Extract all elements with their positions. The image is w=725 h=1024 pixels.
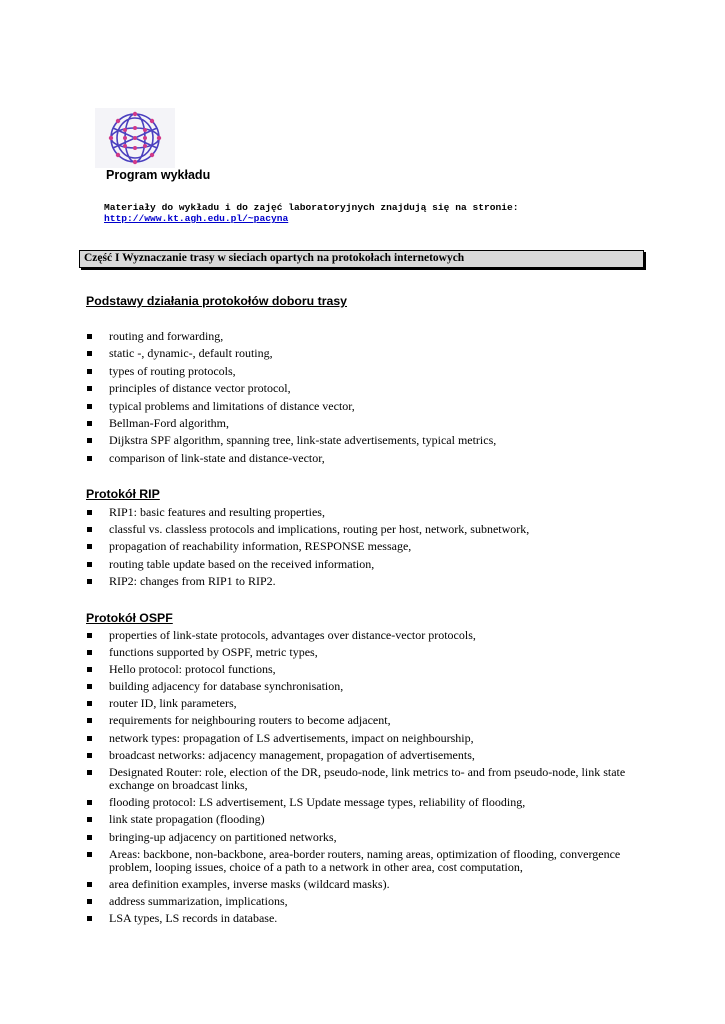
materials-text: Materiały do wykładu i do zajęć laboratoryjnych znajdują się na stronie:: [104, 202, 519, 213]
list-item: Areas: backbone, non-backbone, area-border routers, naming areas, optimization of flooding, convergence problem, looping issues, choice of a path to a network in other area, cost computation,: [86, 848, 646, 875]
list-item: address summarization, implications,: [86, 895, 646, 909]
list-item: broadcast networks: adjacency management, propagation of advertisements,: [86, 749, 646, 763]
list-item: static -, dynamic-, default routing,: [86, 347, 646, 361]
materials-link[interactable]: http://www.kt.agh.edu.pl/~pacyna: [104, 213, 289, 224]
list-item: requirements for neighbouring routers to become adjacent,: [86, 714, 646, 728]
section-heading-rip: Protokół RIP: [86, 487, 160, 501]
list-item: typical problems and limitations of distance vector,: [86, 400, 646, 414]
list-item: types of routing protocols,: [86, 365, 646, 379]
list-item: RIP2: changes from RIP1 to RIP2.: [86, 575, 646, 589]
list-item: Bellman-Ford algorithm,: [86, 417, 646, 431]
list-item: Dijkstra SPF algorithm, spanning tree, link-state advertisements, typical metrics,: [86, 434, 646, 448]
list-item: flooding protocol: LS advertisement, LS Update message types, reliability of flooding,: [86, 796, 646, 810]
basics-list: [86, 330, 646, 469]
list-item: classful vs. classless protocols and implications, routing per host, network, subnetwork,: [86, 523, 646, 537]
list-item: router ID, link parameters,: [86, 697, 646, 711]
list-item: link state propagation (flooding): [86, 813, 646, 827]
list-item: building adjacency for database synchronisation,: [86, 680, 646, 694]
materials-note: [104, 202, 519, 224]
list-item: RIP1: basic features and resulting properties,: [86, 506, 646, 520]
section-heading-ospf: Protokół OSPF: [86, 611, 173, 625]
list-item: principles of distance vector protocol,: [86, 382, 646, 396]
list-item: Designated Router: role, election of the DR, pseudo-node, link metrics to- and from pseudo-node, link state exchange on broadcast links,: [86, 766, 646, 793]
part-header-box: [79, 250, 644, 268]
list-item: LSA types, LS records in database.: [86, 912, 646, 926]
list-item: functions supported by OSPF, metric types,: [86, 646, 646, 660]
ospf-list: [86, 629, 646, 930]
part-title: Część I Wyznaczanie trasy w sieciach opartych na protokołach internetowych: [84, 252, 465, 264]
list-item: propagation of reachability information, RESPONSE message,: [86, 540, 646, 554]
list-item: routing and forwarding,: [86, 330, 646, 344]
list-item: bringing-up adjacency on partitioned networks,: [86, 831, 646, 845]
molecule-logo: [95, 108, 175, 168]
rip-list: [86, 506, 646, 592]
list-item: comparison of link-state and distance-vector,: [86, 452, 646, 466]
list-item: routing table update based on the received information,: [86, 558, 646, 572]
section-heading-basics: Podstawy działania protokołów doboru trasy: [86, 294, 348, 308]
list-item: properties of link-state protocols, advantages over distance-vector protocols,: [86, 629, 646, 643]
list-item: Hello protocol: protocol functions,: [86, 663, 646, 677]
program-title: Program wykładu: [106, 168, 211, 182]
list-item: network types: propagation of LS advertisements, impact on neighbourship,: [86, 732, 646, 746]
list-item: area definition examples, inverse masks (wildcard masks).: [86, 878, 646, 892]
